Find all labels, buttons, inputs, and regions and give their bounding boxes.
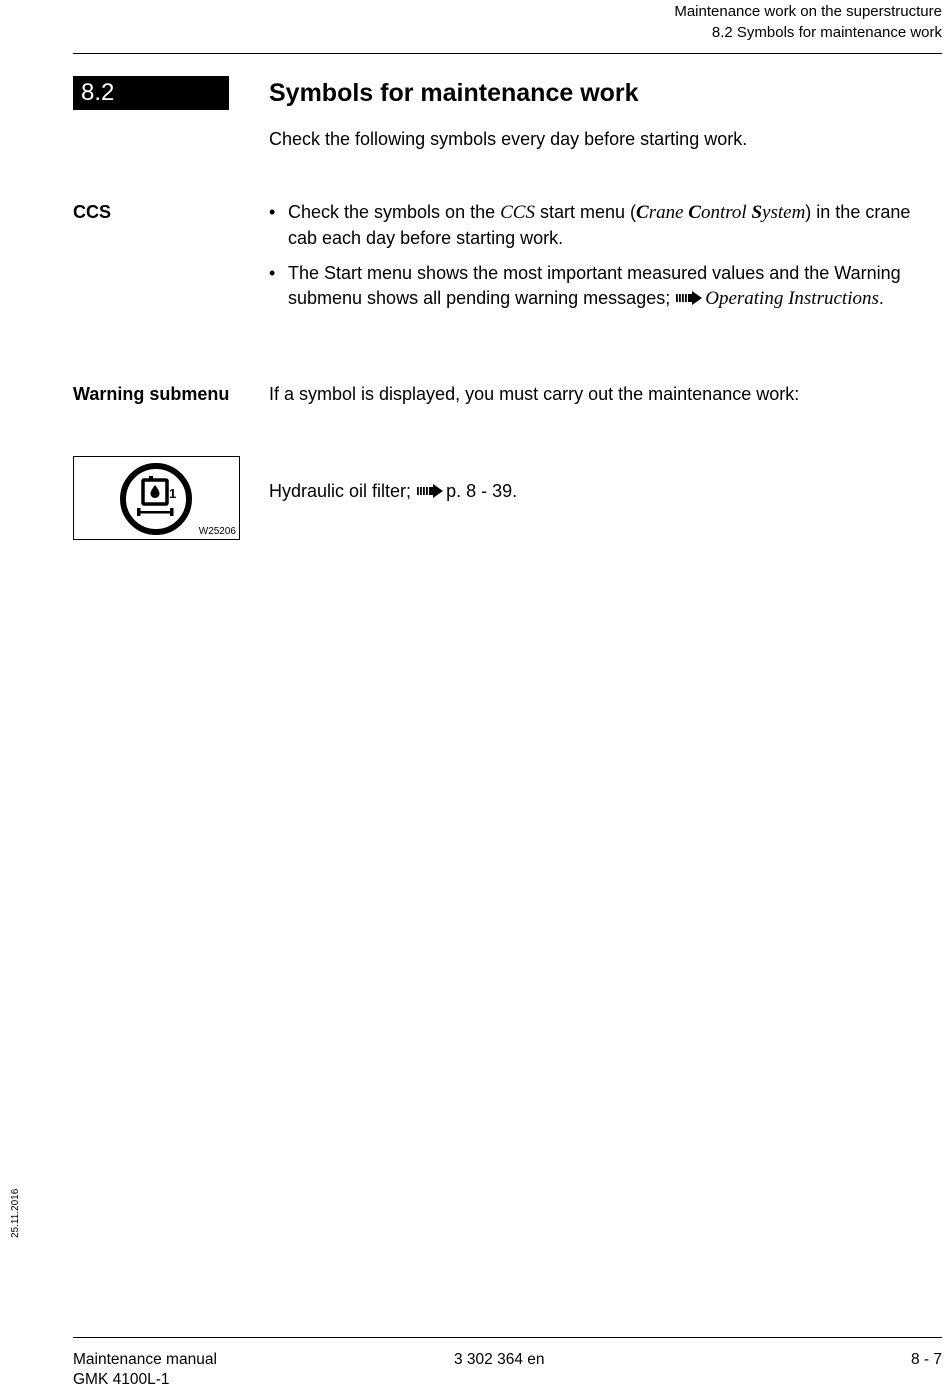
warning-submenu-label: Warning submenu (73, 384, 230, 404)
footer-left (73, 1350, 217, 1390)
ccs-bullet-1 (269, 200, 939, 250)
reference-arrow-icon (417, 484, 443, 498)
bullet-dot: • (269, 263, 276, 283)
section-intro: Check the following symbols every day before starting work. (269, 129, 748, 149)
warning-submenu-text: If a symbol is displayed, you must carry out the maintenance work: (269, 384, 800, 404)
ccs-bullet-2-text: The Start menu shows the most important measured values and the Warning submenu shows all pending warning messages; Operating Instructions. (288, 263, 901, 309)
bullet-dot: • (269, 202, 276, 222)
symbol-number: 1 (169, 486, 177, 501)
footer-manual: Maintenance manual (73, 1351, 217, 1368)
symbol-description: Hydraulic oil filter; p. 8 - 39. (269, 481, 518, 501)
page-reference: p. 8 - 39. (446, 481, 518, 501)
operating-instructions-ref: Operating Instructions (705, 287, 879, 309)
ccs-bullet-1-text: Check the symbols on the CCS start menu (Crane Control System) in the crane cab each day before starting work. (288, 202, 911, 248)
header-chapter: Maintenance work on the superstructure (674, 3, 942, 20)
footer-model: GMK 4100L-1 (73, 1371, 170, 1388)
side-date: 25.11.2016 (10, 1188, 21, 1238)
figure-code: W25206 (198, 526, 236, 537)
hydraulic-oil-filter-icon (118, 462, 196, 536)
reference-arrow-icon (676, 291, 702, 305)
symbol-figure (73, 456, 240, 540)
running-header (674, 1, 942, 43)
footer-rule (73, 1337, 942, 1338)
header-rule (73, 53, 942, 54)
ccs-label: CCS (73, 202, 112, 222)
section-title: Symbols for maintenance work (269, 79, 639, 107)
ccs-bullet-2 (269, 261, 939, 311)
section-number: 8.2 (73, 76, 229, 110)
header-section: 8.2 Symbols for maintenance work (711, 24, 942, 41)
footer-doc-number: 3 302 364 en (454, 1351, 545, 1368)
footer-page-number: 8 - 7 (910, 1351, 942, 1368)
